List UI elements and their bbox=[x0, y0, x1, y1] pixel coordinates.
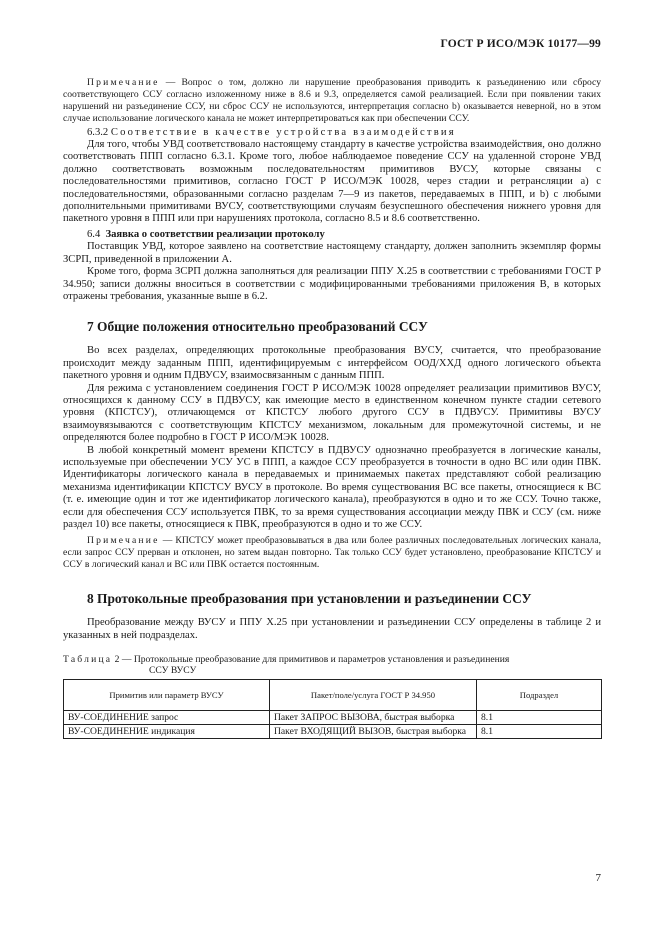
caption-text: 2 — Протокольные преобразование для примитивов и параметров установления и разъединения bbox=[112, 653, 510, 665]
clause-6-4-p2: Кроме того, форма ЗСРП должна заполняться для реализации ППУ Х.25 в соответствии с требованиями ГОСТ Р 34.950; записи должны вноситься в соответствии с модифицированными требованиями приложения В, в которых отражены требования, указанные выше в 6.2. bbox=[63, 266, 601, 302]
section-8-p1: Преобразование между ВУСУ и ППУ Х.25 при установлении и разъединении ССУ определены в таблице 2 и указанных в ней подразделах. bbox=[63, 617, 601, 641]
table-header-row bbox=[64, 679, 602, 710]
caption-continuation: ССУ ВУСУ bbox=[149, 664, 197, 676]
column-header: Примитив или параметр ВУСУ bbox=[64, 679, 270, 710]
table-cell: Пакет ЗАПРОС ВЫЗОВА, быстрая выборка bbox=[270, 710, 477, 724]
table-cell: ВУ-СОЕДИНЕНИЕ запрос bbox=[64, 710, 270, 724]
clause-6-4-heading bbox=[63, 229, 601, 241]
table-cell: 8.1 bbox=[477, 724, 602, 738]
caption-label: Таблица bbox=[63, 653, 113, 665]
clause-6-3-2-body: Для того, чтобы УВД соответствовало настоящему стандарту в качестве устройства взаимодействия, оно должно соответствовать ППП согласно 6.3.1. Кроме того, любое наблюдаемое поведение ССУ на удаленной стороне УВД должно соответствовать возможным последовательностям примитивов ВУСУ, которые связаны с последовательностями примитивов, согласно ГОСТ Р ИСО/МЭК 10028, через стадии и ретрансляции а) с последовательностями, образованными согласно разделам 7—9 из пакетов, передаваемых в ППП, и b) с любыми дополнительными примитивами ВУСУ, соответствующими случаям безуспешного обеспечения нижнего уровня для пакетного уровня в ППП или при нарушениях протокола, согласно 8.5 и 8.6 соответственно. bbox=[63, 139, 601, 225]
note-1 bbox=[63, 77, 601, 125]
note-text: — КПСТСУ может преобразовываться в два или более различных последовательных логических канала, если запрос ССУ прерван и отклонен, но затем выдан повторно. Так только ССУ будет установлено, преобразование КПСТСУ и ССУ в логический канал и ВС или ПВК остается постоянным. bbox=[63, 535, 601, 571]
section-8-heading: 8 Протокольные преобразования при установлении и разъединении ССУ bbox=[87, 591, 532, 607]
clause-title: Заявка о соответствии реализации протоколу bbox=[105, 228, 325, 240]
column-header: Подраздел bbox=[477, 679, 602, 710]
clause-number: 6.4 bbox=[87, 228, 101, 240]
table-cell: Пакет ВХОДЯЩИЙ ВЫЗОВ, быстрая выборка bbox=[270, 724, 477, 738]
table-cell: ВУ-СОЕДИНЕНИЕ индикация bbox=[64, 724, 270, 738]
section-7-heading: 7 Общие положения относительно преобразований ССУ bbox=[87, 319, 428, 335]
note-text: — Вопрос о том, должно ли нарушение преобразования приводить к разъединению или сбросу соответствующего ССУ согласно изложенному ниже в 8.6 и 9.3, определяется самой реализацией. Если при появлении таких нарушений ни разъединение ССУ, ни сброс ССУ не используются, интерпретация согласно b) оказывается неверной, но в этом случае использование логического канала не может интерпретироваться как при обеспечении ССУ. bbox=[63, 77, 601, 124]
clause-title: Соответствие в качестве устройства взаимодействия bbox=[110, 126, 456, 138]
clause-6-4-p1: Поставщик УВД, которое заявлено на соответствие настоящему стандарту, должен заполнить экземпляр формы ЗСРП, приведенной в приложении А. bbox=[63, 241, 601, 265]
table-row bbox=[64, 710, 602, 724]
note-label: Примечание bbox=[87, 77, 160, 88]
running-header: ГОСТ Р ИСО/МЭК 10177—99 bbox=[440, 38, 601, 50]
clause-number: 6.3.2 bbox=[87, 126, 109, 138]
table-row bbox=[64, 724, 602, 738]
table-2 bbox=[63, 679, 602, 739]
page-number: 7 bbox=[595, 872, 601, 884]
table-cell: 8.1 bbox=[477, 710, 602, 724]
clause-6-3-2-heading bbox=[63, 127, 601, 139]
section-7-p2: Для режима с установлением соединения ГОСТ Р ИСО/МЭК 10028 определяет реализации примитивов ВУСУ, относящихся к данному ССУ в ПДВУСУ, как имеющие место в единственном конечном пункте стадии сетевого уровня (КПСТСУ), отличающемся от КПСТСУ любого другого ССУ в ПДВУСУ. Примитивы ВУСУ взаимоувязываются с соответствующим КПСТСУ механизмом, локальным для промежуточной системы, и не определяются более подробно в ГОСТ Р ИСО/МЭК 10028. bbox=[63, 382, 601, 444]
column-header: Пакет/поле/услуга ГОСТ Р 34.950 bbox=[270, 679, 477, 710]
page-content bbox=[63, 77, 601, 739]
table-2-caption bbox=[63, 654, 601, 676]
note-label: Примечание bbox=[87, 535, 160, 547]
section-7-p3: В любой конкретный момент времени КПСТСУ в ПДВУСУ однозначно преобразуется в логические каналы, используемые при обеспечении УСУ УС в ППП, а каждое ССУ преобразуется в точности в одно ВС или один ПВК. Идентификаторы логического канала в передаваемых и принимаемых пакетах представляют собой реализацию механизма идентификации КПСТСУ ВУСУ в протоколе. Во время существования ВС все пакеты, относящиеся к ВС (т. е. имеющие один и тот же идентификатор логического канала), преобразуются в одно и то же ССУ. Точно также, если для обеспечения ССУ используется ПВК, то за время существования ассоциации между ПВК и ССУ (см. ниже раздел 10) все пакеты, относящиеся к ПВК, преобразуются в одно и то же ССУ. bbox=[63, 444, 601, 530]
section-7-note bbox=[63, 535, 601, 571]
section-7-p1: Во всех разделах, определяющих протокольные преобразования ВУСУ, считается, что преобразование происходит между заданным ППП, идентифицируемым с интерфейсом ООД/ХХД одного логического объекта пакетного уровня и одним ПДВУСУ, взаимосвязанным с данным ППП. bbox=[63, 345, 601, 382]
